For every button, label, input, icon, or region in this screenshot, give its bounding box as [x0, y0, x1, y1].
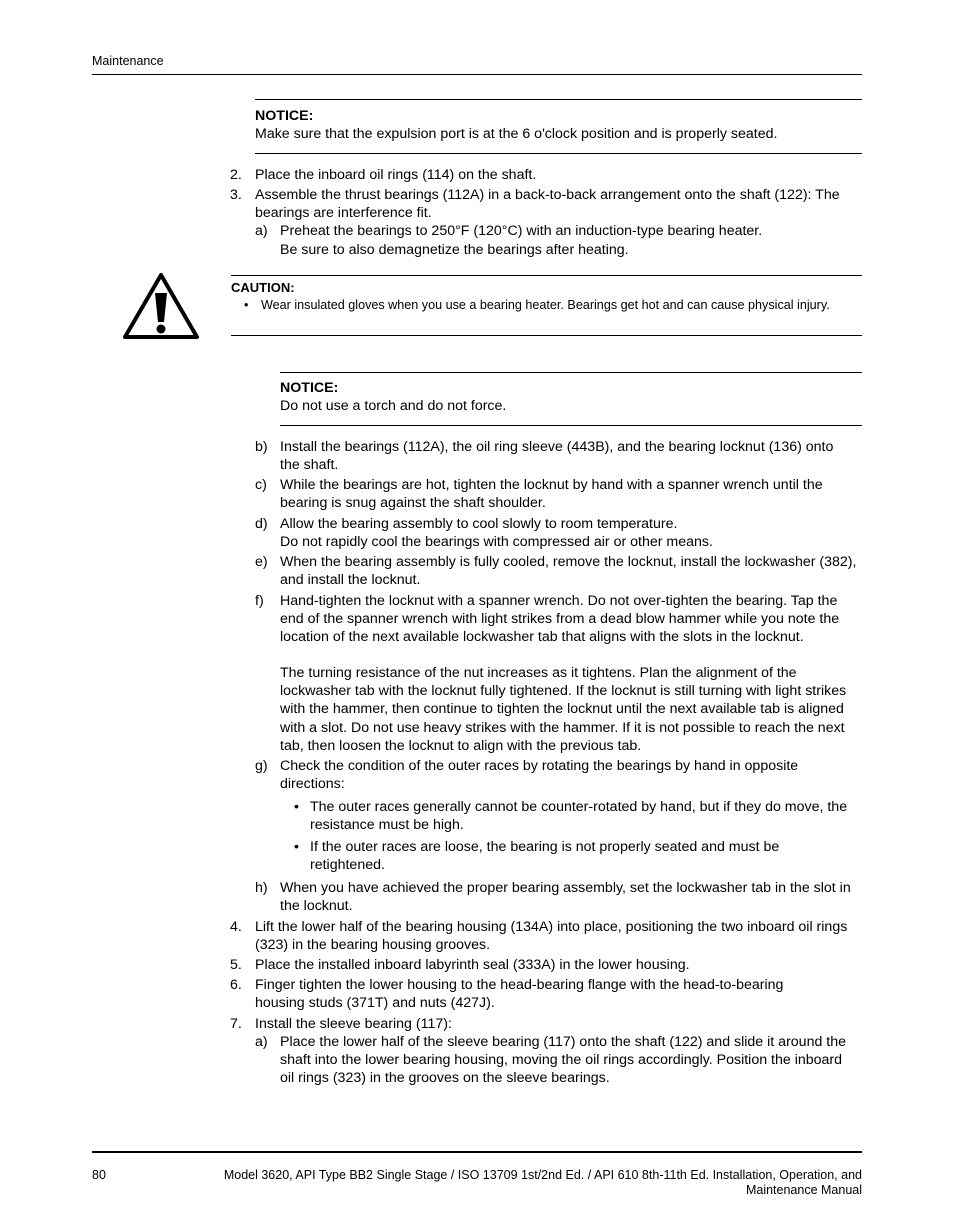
notice1-text: Make sure that the expulsion port is at the 6 o'clock position and is properly seated.: [255, 126, 778, 142]
substep-label: h): [255, 880, 268, 896]
substep-label: a): [255, 1034, 268, 1050]
substep-label: d): [255, 516, 268, 532]
notice1-bottom-rule: [255, 153, 862, 154]
substep-text: Place the lower half of the sleeve bearing (117) onto the shaft (122) and slide it around the shaft into the lower bearing housing, moving the oil rings accordingly. Position the inboard oil rings (323) in the grooves on the sleeve bearings.: [280, 1034, 847, 1087]
substep-label: b): [255, 439, 268, 455]
bullet-marker: •: [294, 799, 299, 815]
notice1-top-rule: [255, 99, 862, 100]
substep-label: e): [255, 554, 268, 570]
substep-text: Allow the bearing assembly to cool slowly to room temperature.: [280, 516, 678, 532]
substep-text: Check the condition of the outer races by rotating the bearings by hand in opposite directions:: [280, 758, 799, 793]
bullet-marker: •: [244, 298, 249, 312]
step-number: 5.: [230, 957, 242, 973]
substep-note: The turning resistance of the nut increases as it tightens. Plan the alignment of the lockwasher tab with the locknut fully tightened. If the locknut is still turning with light strikes with the hammer, then continue to tighten the locknut until the next available tab is aligned with a slot. Do not use heavy strikes with the hammer. If it is not possible to reach the next tab, then loosen the locknut to align with the previous tab.: [280, 665, 847, 754]
step-number: 6.: [230, 977, 242, 993]
substep-text: Hand-tighten the locknut with a spanner wrench. Do not over-tighten the bearing. Tap the end of the spanner wrench with light strikes from a dead blow hammer while you note the location of the next available lockwasher tab that aligns with the slots in the locknut.: [280, 593, 840, 646]
footer-title-line1: Model 3620, API Type BB2 Single Stage / ISO 13709 1st/2nd Ed. / API 610 8th-11th Ed. Installation, Operation, and: [223, 1168, 862, 1182]
step-text: Lift the lower half of the bearing housing (134A) into place, positioning the two inboard oil rings (323) in the bearing housing grooves.: [255, 919, 848, 954]
notice2-top-rule: [280, 372, 862, 373]
substep-text: Preheat the bearings to 250°F (120°C) with an induction-type bearing heater.: [280, 223, 763, 239]
step-number: 2.: [230, 167, 242, 183]
notice2-bottom-rule: [280, 425, 862, 426]
substep-text: When you have achieved the proper bearing assembly, set the lockwasher tab in the slot in the locknut.: [280, 880, 851, 915]
caution-top-rule: [231, 275, 862, 276]
substep-label: a): [255, 223, 268, 239]
step-text: Place the installed inboard labyrinth seal (333A) in the lower housing.: [255, 957, 690, 973]
notice2-text: Do not use a torch and do not force.: [280, 398, 507, 414]
caution-bullet-text: Wear insulated gloves when you use a bearing heater. Bearings get hot and can cause physical injury.: [261, 298, 830, 312]
step-number: 4.: [230, 919, 242, 935]
caution-bottom-rule: [231, 335, 862, 336]
step-text: Finger tighten the lower housing to the head-bearing flange with the head-to-bearing housing studs (371T) and nuts (427J).: [255, 977, 784, 1012]
notice1-title: NOTICE:: [255, 108, 314, 124]
running-header: Maintenance: [92, 54, 164, 68]
caution-title: CAUTION:: [231, 280, 295, 295]
step-text: Install the sleeve bearing (117):: [255, 1016, 452, 1032]
substep-label: g): [255, 758, 268, 774]
warning-triangle-icon: [122, 271, 200, 341]
footer-title-line2: Maintenance Manual: [745, 1183, 862, 1197]
step-number: 3.: [230, 187, 242, 203]
substep-label: c): [255, 477, 267, 493]
bullet-text: If the outer races are loose, the bearing is not properly seated and must be retightened.: [310, 839, 780, 874]
bullet-marker: •: [294, 839, 299, 855]
step-number: 7.: [230, 1016, 242, 1032]
substep-note: Do not rapidly cool the bearings with compressed air or other means.: [280, 534, 713, 550]
substep-label: f): [255, 593, 264, 609]
substep-note: Be sure to also demagnetize the bearings after heating.: [280, 242, 629, 258]
header-rule: [92, 74, 862, 75]
substep-text: When the bearing assembly is fully cooled, remove the locknut, install the lockwasher (382), and install the locknut.: [280, 554, 857, 589]
step-text: Place the inboard oil rings (114) on the shaft.: [255, 167, 537, 183]
step-text: Assemble the thrust bearings (112A) in a back-to-back arrangement onto the shaft (122): The bearings are interference fit.: [255, 187, 840, 222]
bullet-text: The outer races generally cannot be counter-rotated by hand, but if they do move, the resistance must be high.: [310, 799, 848, 834]
notice2-title: NOTICE:: [280, 380, 339, 396]
page-number: 80: [92, 1168, 106, 1182]
substep-text: Install the bearings (112A), the oil ring sleeve (443B), and the bearing locknut (136) onto the shaft.: [280, 439, 834, 474]
footer-rule: [92, 1151, 862, 1153]
substep-text: While the bearings are hot, tighten the locknut by hand with a spanner wrench until the bearing is snug against the shaft shoulder.: [280, 477, 823, 512]
